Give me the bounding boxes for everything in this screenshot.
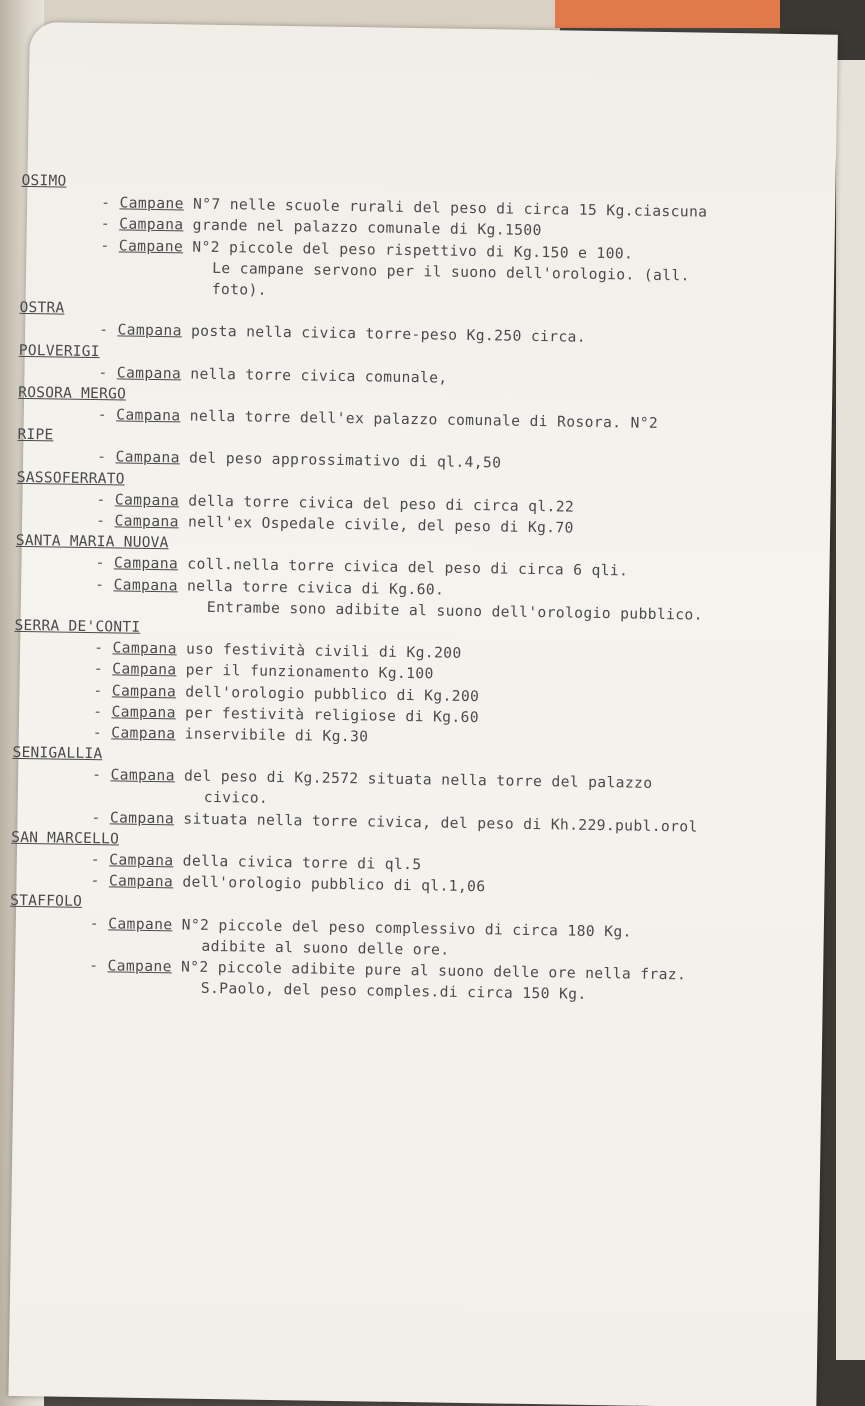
item-label: Campane bbox=[107, 957, 172, 976]
item-text: per festività religiose di Kg.60 bbox=[184, 704, 480, 726]
bell-item: - Campana posta nella civica torre-peso Kg.250 circa. bbox=[99, 321, 587, 347]
town-name: SENIGALLIA bbox=[12, 743, 103, 763]
bell-item: - Campana inservibile di Kg.30 bbox=[92, 723, 369, 746]
bell-item: - Campane N°7 nelle scuole rurali del peso di circa 15 Kg.ciascuna bbox=[101, 194, 708, 221]
item-text: dell'orologio pubblico di Kg.200 bbox=[185, 683, 480, 705]
town-name: RIPE bbox=[17, 426, 54, 444]
bell-item: - Campane N°2 piccole adibite pure al suono delle ore nella fraz. bbox=[89, 956, 687, 984]
bell-item: - Campana della torre civica del peso di circa ql.22 bbox=[96, 490, 575, 516]
item-text: uso festività civili di Kg.200 bbox=[185, 640, 462, 662]
item-label: Campana bbox=[108, 872, 174, 891]
item-label: Campana bbox=[109, 808, 175, 827]
bell-item: - Campana dell'orologio pubblico di ql.1,06 bbox=[90, 872, 486, 896]
item-text: nella torre civica di Kg.60. bbox=[186, 577, 445, 599]
item-label: Campana bbox=[116, 406, 181, 425]
town-name: OSIMO bbox=[21, 171, 67, 190]
item-label: Campane bbox=[119, 194, 184, 213]
bell-item: - Campana per festività religiose di Kg.60 bbox=[93, 702, 480, 726]
page-stack-edge bbox=[836, 60, 865, 1360]
item-text: N°2 piccole del peso rispettivo di Kg.150 e 100. bbox=[192, 238, 634, 263]
typewritten-page bbox=[8, 22, 837, 1406]
item-label: Campana bbox=[117, 321, 182, 340]
item-label: Campana bbox=[111, 703, 176, 722]
bell-item: - Campane N°2 piccole del peso rispettivo di Kg.150 e 100. bbox=[100, 236, 634, 263]
item-label: Campana bbox=[114, 512, 179, 531]
item-text: coll.nella torre civica del peso di circa 6 qli. bbox=[187, 555, 629, 580]
item-label: Campana bbox=[113, 575, 178, 594]
item-text: nella torre dell'ex palazzo comunale di Rosora. N°2 bbox=[189, 407, 659, 432]
bell-item: - Campana nell'ex Ospedale civile, del peso di Kg.70 bbox=[96, 512, 574, 537]
item-text: situata nella torre civica, del peso di Kh.229.publ.orol bbox=[183, 810, 698, 836]
item-label: Campana bbox=[116, 364, 182, 383]
bell-item: - Campana della civica torre di ql.5 bbox=[90, 851, 422, 874]
item-text: dell'orologio pubblico di ql.1,06 bbox=[182, 873, 486, 896]
note-line: S.Paolo, del peso comples.di circa 150 Kg. bbox=[200, 979, 587, 1003]
bell-item: - Campana del peso approssimativo di ql.4,50 bbox=[97, 448, 502, 472]
item-label: Campana bbox=[111, 681, 177, 700]
bell-item: - Campana uso festività civili di Kg.200 bbox=[94, 639, 462, 662]
item-label: Campana bbox=[111, 724, 176, 743]
item-label: Campana bbox=[119, 215, 184, 234]
town-name: ROSORA MERGO bbox=[18, 383, 127, 403]
town-name: SASSOFERRATO bbox=[16, 468, 125, 488]
bell-item: - Campana nella torre dell'ex palazzo comunale di Rosora. N°2 bbox=[97, 406, 659, 432]
town-name: SAN MARCELLO bbox=[11, 828, 120, 848]
bell-item: - Campane N°2 piccole del peso complessivo di circa 180 Kg. bbox=[89, 914, 632, 941]
note-line: foto). bbox=[211, 280, 268, 299]
item-text: nell'ex Ospedale civile, del peso di Kg.70 bbox=[187, 513, 574, 537]
bell-item: - Campana del peso di Kg.2572 situata nella torre del palazzo bbox=[92, 766, 653, 793]
item-text: della torre civica del peso di circa ql.22 bbox=[188, 492, 575, 516]
item-text: del peso approssimativo di ql.4,50 bbox=[188, 449, 502, 472]
note-line: adibite al suono delle ore. bbox=[201, 937, 450, 959]
town-name: SANTA MARIA NUOVA bbox=[15, 532, 169, 552]
item-text: nella torre civica comunale, bbox=[190, 365, 448, 387]
bell-item: - Campana nella torre civica comunale, bbox=[98, 363, 448, 387]
item-label: Campane bbox=[108, 914, 173, 933]
orange-folder-tab bbox=[555, 0, 785, 28]
item-text: N°2 piccole adibite pure al suono delle ore nella fraz. bbox=[180, 958, 687, 984]
bell-item: - Campana coll.nella torre civica del peso di circa 6 qli. bbox=[95, 554, 629, 580]
bell-item: - Campana dell'orologio pubblico di Kg.200 bbox=[93, 681, 480, 705]
item-label: Campana bbox=[110, 766, 175, 785]
item-text: grande nel palazzo comunale di Kg.1500 bbox=[192, 216, 542, 240]
bell-item: - Campana per il funzionamento Kg.100 bbox=[93, 660, 434, 683]
item-label: Campana bbox=[113, 554, 179, 573]
bell-item: - Campana grande nel palazzo comunale di Kg.1500 bbox=[100, 215, 542, 240]
note-line: Entrambe sono adibite al suono dell'orologio pubblico. bbox=[206, 598, 703, 624]
item-label: Campana bbox=[114, 491, 180, 510]
town-name: OSTRA bbox=[19, 298, 65, 317]
item-text: del peso di Kg.2572 situata nella torre del palazzo bbox=[183, 767, 653, 793]
item-label: Campana bbox=[115, 448, 180, 467]
bell-item: - Campana nella torre civica di Kg.60. bbox=[95, 575, 445, 599]
item-label: Campana bbox=[109, 851, 174, 870]
item-text: per il funzionamento Kg.100 bbox=[185, 661, 434, 683]
item-label: Campane bbox=[118, 236, 184, 255]
item-label: Campana bbox=[112, 660, 177, 679]
bell-item: - Campana situata nella torre civica, del peso di Kh.229.publ.orol bbox=[91, 808, 698, 836]
item-text: N°7 nelle scuole rurali del peso di circa 15 Kg.ciascuna bbox=[192, 195, 708, 221]
town-name: STAFFOLO bbox=[10, 892, 83, 911]
town-name: SERRA DE'CONTI bbox=[14, 616, 141, 636]
item-text: inservibile di Kg.30 bbox=[184, 725, 369, 746]
document-body bbox=[9, 170, 837, 1009]
item-text: posta nella civica torre-peso Kg.250 circa. bbox=[190, 322, 587, 347]
note-line: civico. bbox=[203, 789, 269, 808]
item-text: della civica torre di ql.5 bbox=[182, 852, 422, 874]
item-text: N°2 piccole del peso complessivo di circa 180 Kg. bbox=[181, 916, 632, 941]
item-label: Campana bbox=[112, 639, 177, 658]
note-line: Le campane servono per il suono dell'orologio. (all. bbox=[212, 259, 690, 285]
town-name: POLVERIGI bbox=[18, 341, 100, 360]
